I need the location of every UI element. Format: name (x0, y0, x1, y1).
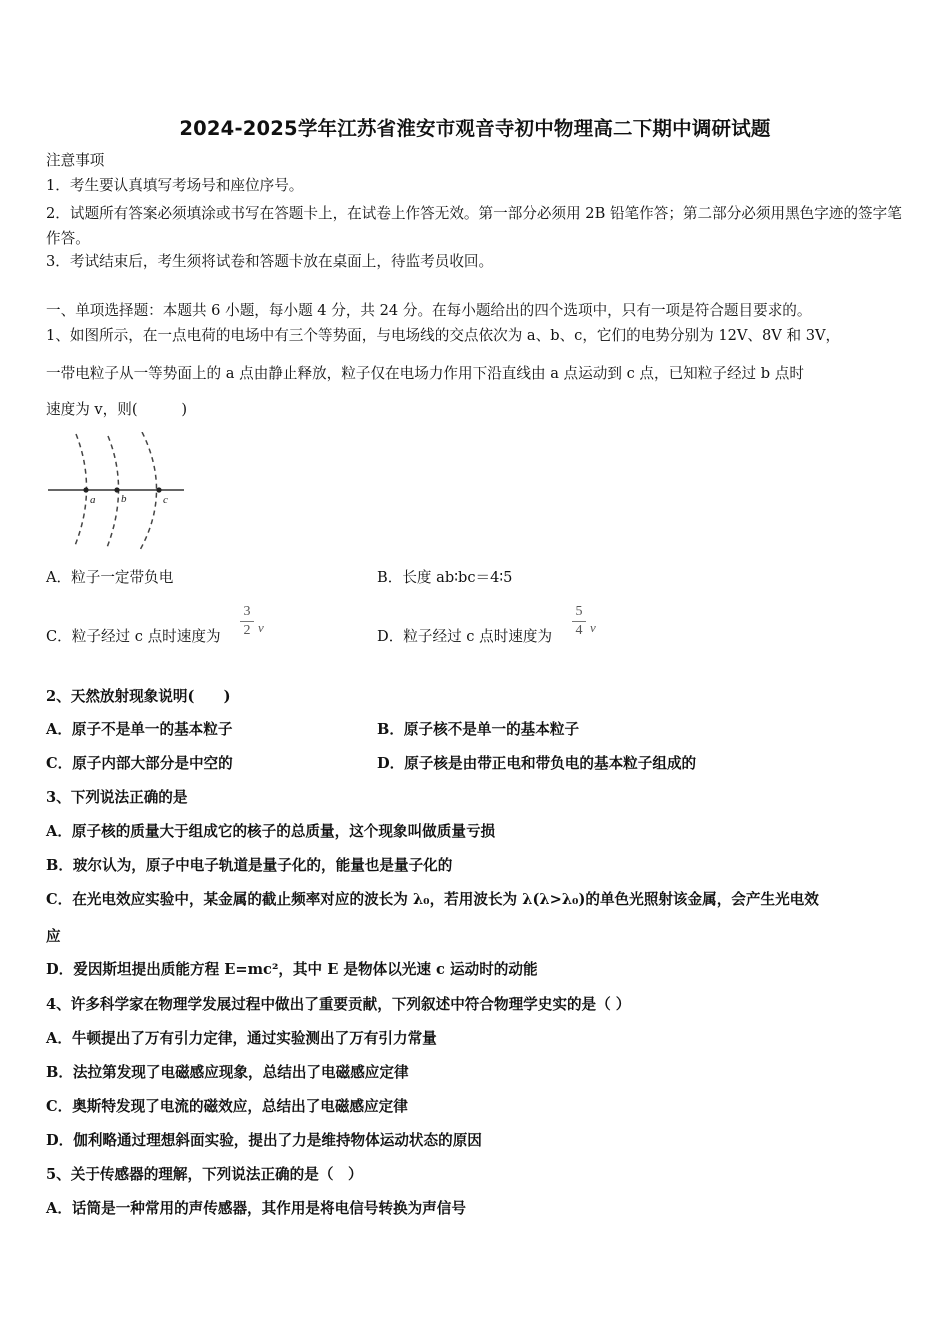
q1-option-c-denominator: 2 (243, 623, 251, 638)
q1-option-d-fraction (572, 604, 586, 639)
q1-stem-line2: 一带电粒子从一等势面上的 a 点由静止释放，粒子仅在电场力作用下沿直线由 a 点运动到 c 点，已知粒子经过 b 点时 (46, 365, 804, 382)
q2-option-d: D．原子核是由带正电和带负电的基本粒子组成的 (377, 755, 697, 772)
q1-stem-line1: 1、如图所示，在一点电荷的电场中有三个等势面，与电场线的交点依次为 a、b、c，它们的电势分别为 12V、8V 和 3V， (46, 327, 841, 344)
q2-option-a: A．原子不是单一的基本粒子 (46, 721, 233, 738)
equipotential-curve-c (140, 432, 157, 550)
q1-option-c-fraction (240, 604, 254, 639)
notice-item-1: 1．考生要认真填写考场号和座位序号。 (46, 177, 304, 194)
q3-option-c-line1: C．在光电效应实验中，某金属的截止频率对应的波长为 λ₀，若用波长为 λ(λ>λ₀)的单色光照射该金属，会产生光电效 (46, 891, 819, 908)
notice-item-2: 2．试题所有答案必须填涂或书写在答题卡上，在试卷上作答无效。第一部分必须用 2B 铅笔作答；第二部分必须用黑色字迹的签字笔作答。 (46, 205, 902, 247)
q1-option-c-variable: v (258, 620, 264, 635)
q2-option-c: C．原子内部大部分是中空的 (46, 755, 233, 772)
q4-option-a: A．牛顿提出了万有引力定律，通过实验测出了万有引力常量 (46, 1030, 437, 1047)
q3-option-c-line2: 应 (46, 928, 61, 945)
q1-option-c: C．粒子经过 c 点时速度为 (46, 628, 221, 645)
label-c: c (163, 494, 168, 506)
point-c (156, 487, 161, 492)
q1-stem-line3: 速度为 v，则( ) (46, 401, 188, 418)
q1-option-d-denominator: 4 (575, 623, 583, 638)
q1-option-d: D．粒子经过 c 点时速度为 (377, 628, 553, 645)
q2-stem: 2、天然放射现象说明( ) (46, 688, 231, 705)
equipotential-figure (46, 432, 186, 552)
q4-option-d: D．伽利略通过理想斜面实验，提出了力是维持物体运动状态的原因 (46, 1132, 482, 1149)
notice-heading: 注意事项 (46, 152, 105, 169)
q1-option-d-variable: v (590, 620, 596, 635)
q1-option-c-numerator: 3 (243, 604, 251, 619)
q3-option-b: B．玻尔认为，原子中电子轨道是量子化的，能量也是量子化的 (46, 857, 453, 874)
q1-option-b: B．长度 ab∶bc＝4∶5 (377, 569, 513, 586)
q3-option-a: A．原子核的质量大于组成它的核子的总质量，这个现象叫做质量亏损 (46, 823, 496, 840)
section-heading: 一、单项选择题：本题共 6 小题，每小题 4 分，共 24 分。在每小题给出的四个选项中，只有一项是符合题目要求的。 (46, 302, 812, 319)
equipotential-curve-b (106, 436, 119, 550)
q5-option-a: A．话筒是一种常用的声传感器，其作用是将电信号转换为声信号 (46, 1200, 466, 1217)
q2-option-b: B．原子核不是单一的基本粒子 (377, 721, 580, 738)
q3-stem: 3、下列说法正确的是 (46, 789, 188, 806)
notice-item-3: 3．考试结束后，考生须将试卷和答题卡放在桌面上，待监考员收回。 (46, 253, 494, 270)
label-b: b (121, 493, 127, 505)
q4-option-c: C．奥斯特发现了电流的磁效应，总结出了电磁感应定律 (46, 1098, 408, 1115)
q4-option-b: B．法拉第发现了电磁感应现象，总结出了电磁感应定律 (46, 1064, 409, 1081)
q4-stem: 4、许多科学家在物理学发展过程中做出了重要贡献，下列叙述中符合物理学史实的是（ ） (46, 996, 631, 1013)
label-a: a (90, 494, 96, 506)
q5-stem: 5、关于传感器的理解，下列说法正确的是（ ） (46, 1166, 363, 1183)
q3-option-d: D．爱因斯坦提出质能方程 E=mc²，其中 E 是物体以光速 c 运动时的动能 (46, 961, 538, 978)
q1-option-d-numerator: 5 (575, 604, 583, 619)
point-b (114, 487, 119, 492)
point-a (83, 487, 88, 492)
page-title: 2024-2025学年江苏省淮安市观音寺初中物理高二下期中调研试题 (179, 117, 771, 140)
q1-option-a: A．粒子一定带负电 (46, 569, 174, 586)
